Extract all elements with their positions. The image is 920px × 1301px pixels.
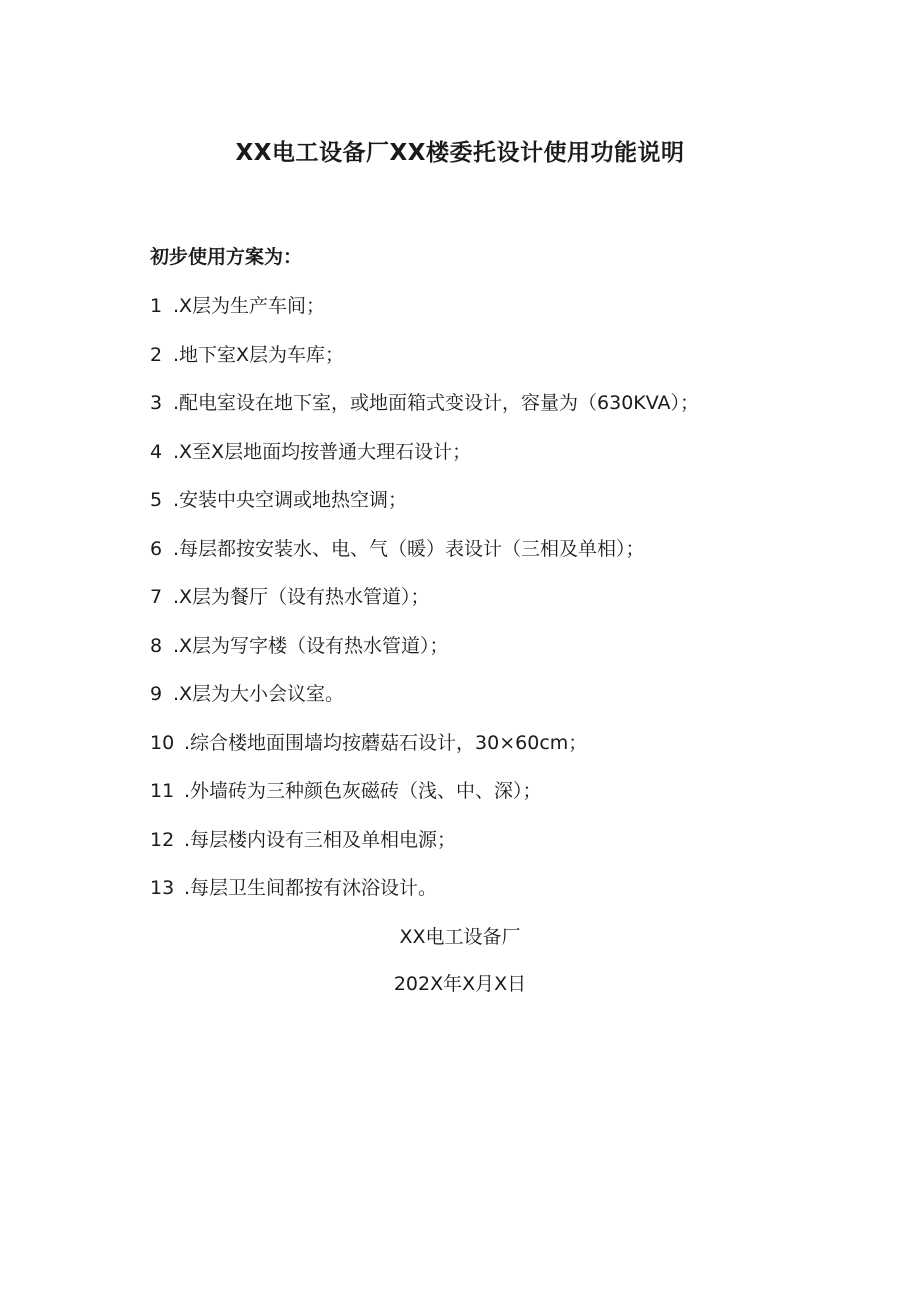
item-text: .X层为写字楼（设有热水管道）； (173, 634, 449, 657)
list-item (150, 582, 699, 631)
item-text: .X层为餐厅（设有热水管道）； (173, 586, 430, 608)
item-number: 10 (150, 731, 175, 754)
signature-org: XX电工设备厂 (399, 926, 521, 948)
item-number: 9 (150, 683, 163, 705)
list-item (150, 728, 699, 777)
list-item (150, 340, 699, 389)
item-number: 5 (150, 489, 163, 511)
item-number: 3 (150, 392, 163, 414)
item-number: 7 (150, 586, 163, 608)
list-item (150, 825, 699, 874)
list-item (150, 291, 699, 340)
item-number: 4 (150, 440, 163, 463)
list-item (150, 679, 699, 728)
list-item (150, 437, 699, 486)
item-text: .外墙砖为三种颜色灰磁砖（浅、中、深）； (184, 780, 542, 802)
item-text: .每层都按安装水、电、气（暖）表设计（三相及单相）； (173, 537, 645, 560)
item-text: .X层为生产车间； (173, 295, 326, 317)
item-text: .每层楼内设有三相及单相电源； (184, 828, 457, 851)
item-number: 1 (150, 295, 163, 317)
list-item (150, 776, 699, 825)
list-item (150, 873, 699, 922)
list-item (150, 631, 699, 680)
document-title: XX电工设备厂XX楼委托设计使用功能说明 (235, 140, 685, 166)
list-item (150, 485, 699, 534)
item-text: .X层为大小会议室。 (173, 683, 345, 705)
requirements-list (150, 291, 699, 922)
item-number: 12 (150, 828, 175, 851)
list-item (150, 388, 699, 437)
item-number: 8 (150, 634, 163, 657)
item-number: 6 (150, 537, 163, 560)
intro-heading: 初步使用方案为： (150, 246, 303, 268)
item-text: .安装中央空调或地热空调； (173, 489, 408, 511)
item-number: 11 (150, 780, 175, 802)
item-text: .X至X层地面均按普通大理石设计； (173, 440, 472, 463)
item-text: .每层卫生间都按有沐浴设计。 (184, 877, 438, 899)
signature-date: 202X年X月X日 (393, 973, 527, 995)
item-number: 13 (150, 877, 175, 899)
item-number: 2 (150, 343, 163, 366)
list-item (150, 534, 699, 583)
item-text: .综合楼地面围墙均按蘑菇石设计，30×60cm； (184, 731, 588, 754)
item-text: .配电室设在地下室，或地面箱式变设计，容量为（630KVA）； (173, 392, 700, 414)
item-text: .地下室X层为车库； (173, 343, 345, 366)
